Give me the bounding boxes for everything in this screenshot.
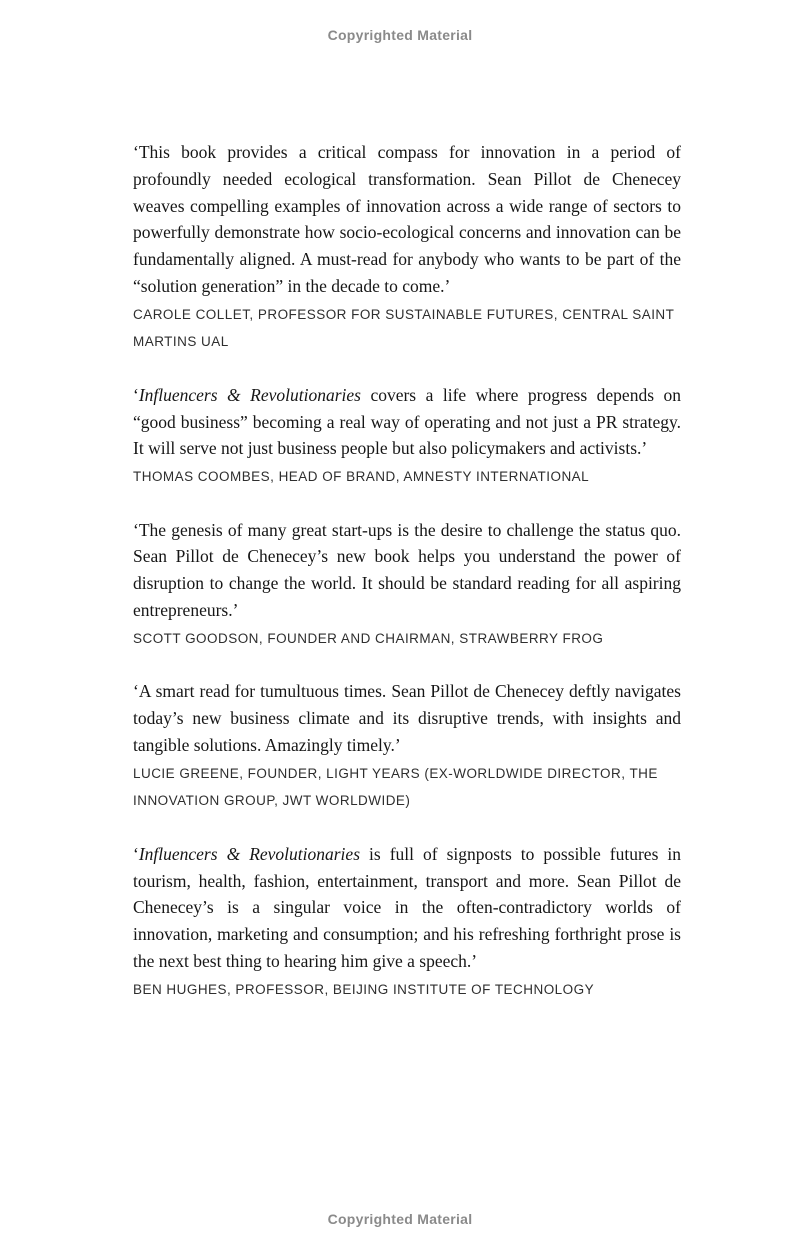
quote-block xyxy=(133,678,681,814)
quote-text xyxy=(133,517,681,624)
quote-text xyxy=(133,139,681,300)
copyrighted-material-banner-top: Copyrighted Material xyxy=(327,27,473,43)
quote-italic-segment: Influencers & Revolutionaries xyxy=(138,843,361,864)
endorsements-content xyxy=(133,139,681,1029)
quote-text xyxy=(133,382,681,462)
quote-attribution: LUCIE GREENE, FOUNDER, LIGHT YEARS (EX-WORLDWIDE DIRECTOR, THE INNOVATION GROUP, JWT WORLDWIDE) xyxy=(133,765,658,809)
quote-segment: ‘The genesis of many great start-ups is the desire to challenge the status quo. Sean Pillot de Chenecey’s new book helps you understand the power of disruption to change the world. It should be standard reading for all aspiring entrepreneurs.’ xyxy=(133,519,681,621)
quote-text xyxy=(133,678,681,758)
quote-segment: ‘A smart read for tumultuous times. Sean Pillot de Chenecey deftly navigates today’s new business climate and its disruptive trends, with insights and tangible solutions. Amazingly timely.’ xyxy=(133,681,681,755)
quote-attribution: SCOTT GOODSON, FOUNDER AND CHAIRMAN, STRAWBERRY FROG xyxy=(133,630,604,646)
quote-segment: ‘This book provides a critical compass for innovation in a period of profoundly needed ecological transformation. Sean Pillot de Chenecey weaves compelling examples of innovation across a wide range of sectors to powerfully demonstrate how socio-ecological concerns and innovation can be fundamentally aligned. A must-read for anybody who wants to be part of the “solution generation” in the decade to come.’ xyxy=(133,142,681,296)
quote-segment: ‘ xyxy=(133,843,139,864)
quote-italic-segment: Influencers & Revolutionaries xyxy=(138,384,361,405)
quote-block xyxy=(133,841,681,1003)
quote-attribution: THOMAS COOMBES, HEAD OF BRAND, AMNESTY INTERNATIONAL xyxy=(133,469,590,485)
copyrighted-material-banner-bottom: Copyrighted Material xyxy=(327,1211,473,1227)
quote-attribution: CAROLE COLLET, PROFESSOR FOR SUSTAINABLE FUTURES, CENTRAL SAINT MARTINS UAL xyxy=(133,306,675,350)
quote-text xyxy=(133,841,681,975)
quote-block xyxy=(133,382,681,491)
quote-segment: covers a life where progress depends on “good business” becoming a real way of operating and not just a PR strategy. It will serve not just business people but also policymakers and activists.’ xyxy=(133,384,681,459)
quote-block xyxy=(133,517,681,653)
quote-segment: is full of signposts to possible futures in tourism, health, fashion, entertainment, transport and more. Sean Pillot de Chenecey’s is a singular voice in the often-contradictory worlds of innovation, marketing and consumption; and his refreshing forthright prose is the next best thing to hearing him give a speech.’ xyxy=(133,843,682,971)
quote-segment: ‘ xyxy=(133,384,139,405)
quote-block xyxy=(133,139,681,356)
quote-attribution: BEN HUGHES, PROFESSOR, BEIJING INSTITUTE OF TECHNOLOGY xyxy=(133,981,595,997)
